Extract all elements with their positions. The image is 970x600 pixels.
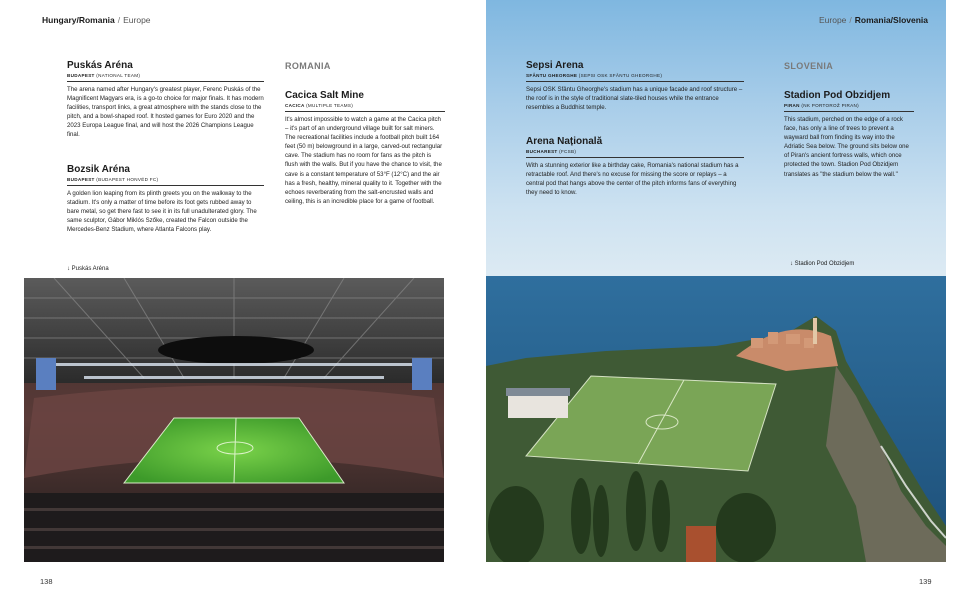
entry-title: Arena Națională (526, 136, 603, 147)
coastal-illustration (486, 276, 946, 562)
left-running-header: Hungary/Romania / Europe (42, 15, 151, 25)
entry-title: Bozsik Aréna (67, 164, 130, 175)
entry-text: This stadium, perched on the edge of a rock face, has only a line of trees to prevent a wayward ball from finding its way into the Adriatic Sea below. The ground sits below one of Piran's ancient fortress walls, which once protected the town. Stadion Pod Obzidjem translates as "the stadium below the wall." (784, 116, 909, 178)
page-number-left: 138 (40, 577, 53, 586)
entry-sepsi-arena (526, 60, 744, 112)
entry-text: A golden lion leaping from its plinth greets you on the walkway to the stadium. It's only a matter of time before its foot gets rubbed away to bare metal, so get there fast to see it in its full unadulterated glory. The same sculptor, Gábor Miklós Szőke, created the Falcon outside the Mercedes-Benz Stadium, where Atlanta Falcons play. (67, 190, 257, 234)
entry-arena-nationala (526, 136, 744, 197)
entry-puskas-arena (67, 60, 264, 140)
section-slovenia (784, 61, 914, 71)
entry-title: Puskás Aréna (67, 60, 133, 71)
entry-title: Stadion Pod Obzidjem (784, 90, 891, 101)
country-label: ROMANIA (285, 61, 331, 71)
entry-cacica-salt-mine (285, 90, 445, 206)
entry-text: Sepsi OSK Sfântu Gheorghe's stadium has a unique facade and roof structure – the roof is in the style of traditional slate-tiled houses while the entrance resembles a Buddhist temple. (526, 86, 743, 112)
entry-text: It's almost impossible to watch a game at the Cacica pitch – it's part of an underground village built for salt miners. The recreational facilities include a football pitch built 164 feet (50 m) belowground in a large, carved-out rectangular cave. The stadium has no room for fans as the pitch is flush with the walls. But if you have the chance to visit, the cave is a constant temperature of 53°F (12°C) and the air has a fresh, healthy, mineral quality to it. Together with the echoes reverberating from the salt-encrusted walls and ceiling, this is an incredible place for a game of football. (285, 116, 443, 205)
entry-subtitle: BUCHAREST (FCSB) (526, 149, 744, 158)
stadion-pod-obzidjem-photo (486, 276, 946, 562)
entry-bozsik-arena (67, 164, 264, 234)
puskas-arena-photo (24, 278, 444, 562)
entry-subtitle: BUDAPEST (BUDAPEST HONVÉD FC) (67, 177, 264, 186)
photo-caption: ↓ Stadion Pod Obzidjem (790, 261, 855, 267)
entry-stadion-pod-obzidjem (784, 90, 914, 179)
photo-caption: ↓ Puskás Aréna (67, 266, 109, 272)
stadium-illustration (24, 278, 444, 562)
entry-subtitle: PIRAN (NK PORTOROŽ PIRAN) (784, 103, 914, 112)
entry-subtitle: SFÂNTU GHEORGHE (SEPSI OSK SFÂNTU GHEORGHE) (526, 73, 744, 82)
right-running-header: Europe / Romania/Slovenia (818, 15, 928, 25)
right-header-section: Romania/Slovenia (854, 15, 928, 25)
entry-title: Cacica Salt Mine (285, 90, 364, 101)
right-header-region: Europe (818, 15, 847, 25)
entry-text: The arena named after Hungary's greatest player, Ferenc Puskás of the Magnificent Magyars era, is a go-to choice for major finals. It has modern facilities, transport links, a great atmosphere with the stands close to the pitch, and a bowl-shaped roof. It hosted games for Euro 2020 and the 2023 Europa League final, and will host the 2026 Champions League final. (67, 86, 264, 139)
country-label: SLOVENIA (784, 61, 834, 71)
page-number-right: 139 (919, 577, 932, 586)
entry-title: Sepsi Arena (526, 60, 584, 71)
section-romania (285, 61, 445, 71)
entry-subtitle: CACICA (MULTIPLE TEAMS) (285, 103, 445, 112)
entry-subtitle: BUDAPEST (NATIONAL TEAM) (67, 73, 264, 82)
left-header-section: Hungary/Romania (42, 15, 115, 25)
left-header-region: Europe (123, 15, 151, 25)
entry-text: With a stunning exterior like a birthday cake, Romania's national stadium has a retractable roof. And there's no excuse for missing the score or replays – a central pod that hangs above the center of the pitch informs fans of everything they need to know. (526, 162, 739, 197)
